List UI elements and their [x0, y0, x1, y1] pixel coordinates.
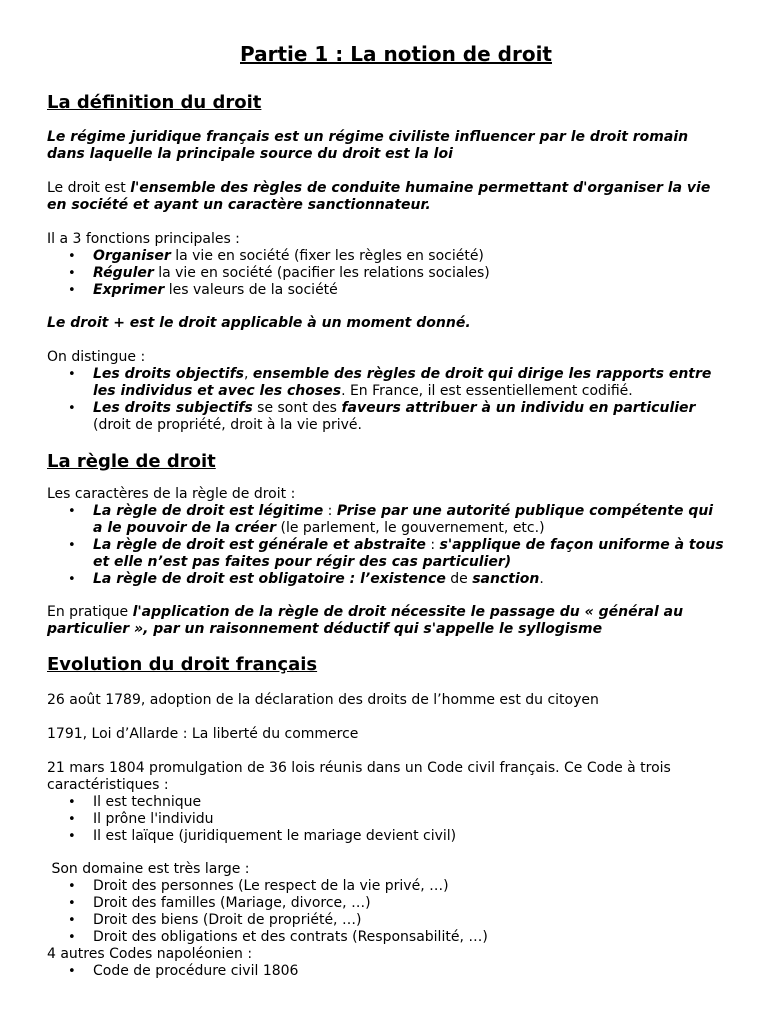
list-item: • La règle de droit est générale et abstraite : s'applique de façon uniforme à tous et elle n’est pas faites pour régir des cas particulier): [68, 537, 724, 570]
list-item: • Les droits subjectifs se sont des faveurs attribuer à un individu en particulier (droit de propriété, droit à la vie privé.: [68, 400, 696, 433]
list-item: • Droit des obligations et des contrats (Responsabilité, …): [68, 929, 488, 945]
list-item: • Il est laïque (juridiquement le mariage devient civil): [68, 828, 457, 844]
list-item: • Il prône l'individu: [68, 811, 214, 827]
bullet-icon: •: [68, 504, 76, 519]
paragraph-pratique: En pratique l'application de la règle de droit nécessite le passage du « général au particulier », par un raisonnement déductif qui s'appelle le syllogisme: [47, 604, 684, 637]
paragraph-1789: 26 août 1789, adoption de la déclaration des droits de l’homme est du citoyen: [47, 692, 599, 708]
bullet-icon: •: [68, 913, 76, 928]
section-heading-regle: La règle de droit: [47, 451, 216, 472]
paragraph-definition: Le droit est l'ensemble des règles de conduite humaine permettant d'organiser la vie en société et ayant un caractère sanctionnateur.: [47, 180, 711, 213]
list-fonctions: [47, 248, 727, 299]
paragraph-regime: Le régime juridique français est un régime civiliste influencer par le droit romain dans laquelle la principale source du droit est la loi: [47, 129, 689, 162]
list-item: • Droit des personnes (Le respect de la vie privé, …): [68, 878, 449, 894]
bullet-icon: •: [68, 964, 76, 979]
paragraph-domaine-lead: Son domaine est très large :: [47, 861, 250, 877]
bullet-icon: •: [68, 283, 76, 298]
document-page: [47, 42, 727, 980]
list-item: • La règle de droit est obligatoire : l’existence de sanction.: [68, 571, 544, 587]
section-heading-definition: La définition du droit: [47, 92, 262, 113]
paragraph-1791: 1791, Loi d’Allarde : La liberté du commerce: [47, 726, 359, 742]
list-item: • Exprimer les valeurs de la société: [68, 282, 338, 298]
list-caracteristiques: [47, 794, 727, 845]
bullet-icon: •: [68, 401, 76, 416]
bullet-icon: •: [68, 572, 76, 587]
section-heading-evolution: Evolution du droit français: [47, 654, 318, 675]
bullet-icon: •: [68, 795, 76, 810]
list-item: • Droit des biens (Droit de propriété, …): [68, 912, 362, 928]
paragraph-droit-plus: Le droit + est le droit applicable à un moment donné.: [47, 315, 471, 331]
paragraph-1804: 21 mars 1804 promulgation de 36 lois réunis dans un Code civil français. Ce Code à trois caractéristiques :: [47, 760, 671, 793]
list-domaines: [47, 878, 727, 946]
page-title: Partie 1 : La notion de droit: [240, 42, 552, 66]
paragraph-fonctions-lead: Il a 3 fonctions principales :: [47, 231, 240, 247]
bullet-icon: •: [68, 879, 76, 894]
list-item: • Les droits objectifs, ensemble des règles de droit qui dirige les rapports entre les individus et avec les choses. En France, il est essentiellement codifié.: [68, 366, 712, 399]
bullet-icon: •: [68, 896, 76, 911]
bullet-icon: •: [68, 812, 76, 827]
bullet-icon: •: [68, 249, 76, 264]
list-codes: [47, 963, 727, 980]
paragraph-caracteres-lead: Les caractères de la règle de droit :: [47, 486, 296, 502]
bullet-icon: •: [68, 266, 76, 281]
list-distinctions: [47, 366, 727, 434]
list-item: • La règle de droit est légitime : Prise par une autorité publique compétente qui a le pouvoir de la créer (le parlement, le gouvernement, etc.): [68, 503, 714, 536]
bullet-icon: •: [68, 538, 76, 553]
bullet-icon: •: [68, 829, 76, 844]
paragraph-distingue-lead: On distingue :: [47, 349, 146, 365]
list-item: • Réguler la vie en société (pacifier les relations sociales): [68, 265, 490, 281]
list-caracteres: [47, 503, 727, 588]
bullet-icon: •: [68, 930, 76, 945]
list-item: • Droit des familles (Mariage, divorce, …): [68, 895, 371, 911]
list-item: • Il est technique: [68, 794, 202, 810]
list-item: • Organiser la vie en société (fixer les règles en société): [68, 248, 484, 264]
paragraph-codes-lead: 4 autres Codes napoléonien :: [47, 946, 253, 962]
bullet-icon: •: [68, 367, 76, 382]
list-item: • Code de procédure civil 1806: [68, 963, 299, 979]
